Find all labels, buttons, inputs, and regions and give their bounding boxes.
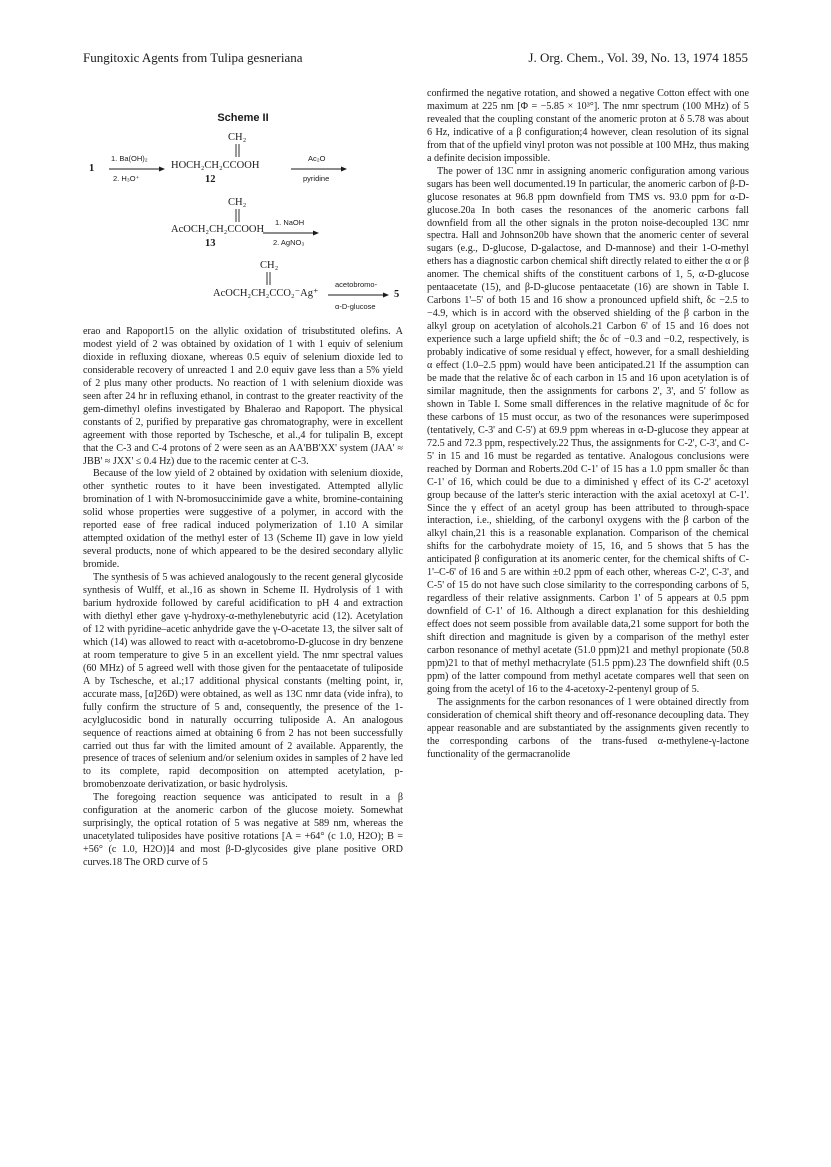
header-journal: J. Org. Chem., Vol. 39, No. 13, 1974 1855 (528, 50, 748, 65)
compound-13-label: 13 (205, 238, 216, 249)
reagent-label: Ac₂O (308, 154, 326, 163)
compound-1-label: 1 (89, 163, 95, 174)
silver-salt-formula: AcOCH₂CH₂CCO₂⁻Ag⁺ (213, 288, 319, 299)
paragraph: The assignments for the carbon resonances of 1 were obtained directly from consideration of chemical shift theory and off-resonance decoupling data. They appear reasonable and are substantiated by the assignments given recently to the corresponding carbons of the trans-fused α-methylene-γ-lactone functionality of the germacranolide (427, 696, 749, 760)
reagent-label: pyridine (303, 174, 330, 183)
scheme-ii (83, 112, 403, 322)
compound-12-label: 12 (205, 174, 216, 185)
left-column (83, 326, 403, 870)
paragraph: The power of 13C nmr in assigning anomeric configuration among various sugars has been well documented.19 In particular, the anomeric carbon of β-D-glucose resonates at 96.8 ppm downfield from TMS vs. 93.0 ppm for α-D-glucose.20a In both cases the resonances of the anomeric carbons fall downfield from all the other signals in the proton noise-decoupled 13C nmr spectra. Hall and Johnson20b have shown that the anomeric center of several sugars (e.g., D-glucose, D-galactose, and D-mannose) and their 1-O-methyl ethers has a diagnostic carbon chemical shift directly related to either the α or β anomer. The chemical shifts of the constituent carbons of 1, 5, α-D-glucose pentaacetate (15), and β-D-glucose pentaacetate (16) are shown in Table I. Carbons 1'–5' of both 15 and 16 show a pronounced upfield shift, δc −2.5 to −4.9, which is in accord with the observed shielding of the β carbon in the alkyl group on acetylation of alcohols.21 Carbon 6' of 15 and 16 does not experience such a large upfield shift; the δc of −0.3 and −0.2, respectively, is probably indicative of some residual γ effect, however, for a small deshielding α effect (1.0–2.5 ppm) would have been anticipated.21 If the assumption can be made that the relative δc of each carbon in 15 and 16 upon acetylation is of similar magnitude, then the assignments for carbons 2', 3', and 5' follow as shown in Table I. Some small differences in the relative magnitude of δc for these carbons of 15 must occur, as two of the resonances were superimposed (tentatively, C-3' and C-5') at 69.9 ppm whereas in α-D-glucose they appear at 72.5 and 72.3 ppm, respectively.22 Thus, the assignments for C-2', C-3', and C-5' in 15 and 16 must be regarded as tentative. Analogous conclusions were reached by Dorman and Roberts.20d C-1' of 15 has a 1.0 ppm smaller δc than C-1' of 16, which could be due to a diminished γ effect of its C-2' acetoxyl group because of the latter's steric interaction with the axial acetoxyl at C-1'. Since the γ effect of an acetyl group has been attributed to through-space interaction, i.e., shielding, of the carbonyl oxygens with the β carbon of the alkyl chain,21 this is a reasonable explanation. Comparison of the chemical shifts for the carbohydrate moiety of 15, 16, and 5 shows that 5 has the anticipated β configuration at its anomeric center, for the chemical shifts of C-1'–C-6' of 16 and 5 are within ±0.2 ppm of each other, whereas C-2', C-3', and C-5' of 15 do not have such close similarity to the corresponding carbons of 5, regardless of their relative assignments. Carbon 1' of 5 appears at 0.5 ppm downfield of C-1' of 16. Although a direct explanation for this deshielding effect does not seem possible from available data,21 some support for both the shift direction and magnitude is given by a comparison of the methyl ester carbon resonance of methyl acetate (51.0 ppm)21 and methyl propionate (50.8 ppm)21 to that of methyl methacrylate (51.5 ppm).23 The downfield shift (0.5 ppm) of the latter compound from methyl acetate compares well that seen on going from the acetyl of 16 to the 4-acetoxy-2-pentenyl group of 5. (427, 165, 749, 695)
right-column (427, 88, 749, 762)
compound-5-label: 5 (394, 289, 400, 300)
header-title: Fungitoxic Agents from Tulipa gesneriana (83, 50, 303, 65)
paragraph: Because of the low yield of 2 obtained by oxidation with selenium dioxide, other synthetic routes to it have been investigated. Attempted allylic bromination of 1 with N-bromosuccinimide gave a white, bromine-containing solid whose properties were suggestive of a polymer, in accord with the reported ease of free radical induced polymerization of 1.10 A similar attempted oxidation of the methyl ester of 13 (Scheme II) gave in low yield several products, none of which appeared to be the desired secondary allylic bromide. (83, 468, 403, 571)
reagent-label: 1. NaOH (275, 218, 305, 227)
scheme-title: Scheme II (217, 112, 269, 124)
paragraph: The foregoing reaction sequence was anticipated to result in a β configuration at the anomeric carbon of the glucose moiety. Somewhat surprisingly, the optical rotation of 5 was negative at 589 nm, whereas the unacetylated tuliposides have positive rotations [A = +64° (c 1.0, H2O); B = +56° (c 1.0, H2O)]4 and most β-D-glycosides give plane positive ORD curves.18 The ORD curve of 5 (83, 792, 403, 869)
reagent-label: 1. Ba(OH)₂ (111, 154, 148, 163)
paragraph: erao and Rapoport15 on the allylic oxidation of trisubstituted olefins. A modest yield of 2 was obtained by oxidation of 1 with 1 equiv of selenium dioxide in refluxing dioxane, whereas 0.5 equiv of selenium dioxide led to considerable recovery of unreacted 1 and 2.0 equiv gave less than a 5% yield of 2 plus many other products. No reaction of 1 with selenium dioxide was seen after 24 hr in refluxing ethanol, in contrast to the greater reactivity of the gem-dimethyl olefins investigated by Bhalerao and Rapoport. The physical constants of 2, purified by preparative gas chromatography, were in excellent agreement with those reported by Tschesche, et al.,4 for tulipalin B, except that the C-3 and C-4 protons of 2 were seen as an AA'BB'XX' system (JAA' ≈ JBB' ≈ JXX' ≤ 0.4 Hz) due to the racemic center at C-3. (83, 326, 403, 467)
compound-12-formula: HOCH₂CH₂CCOOH (171, 160, 260, 171)
reagent-label: α-D-glucose (335, 302, 376, 311)
running-header (83, 50, 748, 72)
paragraph: The synthesis of 5 was achieved analogously to the recent general glycoside synthesis of Wulff, et al.,16 as shown in Scheme II. Hydrolysis of 1 with barium hydroxide followed by careful acidification to pH 4 and extraction with diethyl ether gave γ-hydroxy-α-methylenebutyric acid (12). Acetylation of 12 with pyridine–acetic anhydride gave the γ-O-acetate 13, the silver salt of which (14) was allowed to react with α-acetobromo-D-glucose in dry benzene at room temperature to give 5 in an excellent yield. The nmr spectral values (60 MHz) of 5 agreed well with those given for the pentaacetate of tuliposide A by Tschesche, et al.;17 additional physical constants (melting point, ir, accurate mass, [α]26D) were obtained, as well as 13C nmr data (vide infra), to fully confirm the structure of 5 and, consequently, the presence of the 1-acylglucosidic bond in naturally occurring tuliposide A. An analogous sequence of reactions aimed at obtaining 6 from 2 has not been successfully carried out thus far with the limited amount of 2 available. Apparently, the presence of traces of selenium and/or selenium oxides in samples of 2 have led to its complete, rapid decomposition on attempted acetylation, p-bromobenzoate derivatization, or basic hydrolysis. (83, 572, 403, 791)
methylene-label: CH₂ (228, 132, 247, 143)
methylene-label: CH₂ (260, 260, 279, 271)
reagent-label: acetobromo- (335, 280, 378, 289)
paragraph: confirmed the negative rotation, and showed a negative Cotton effect with one maximum at 225 nm [Φ = −5.85 × 10³°]. The nmr spectrum (100 MHz) of 5 revealed that the coupling constant of the anomeric proton at δ 5.78 was about 6 Hz, indicative of a β configuration;4 however, clean resolution of its signal from that of the upfield vinyl proton was not possible at 100 MHz, thus making a definite decision impossible. (427, 88, 749, 164)
compound-13-formula: AcOCH₂CH₂CCOOH (171, 224, 265, 235)
reagent-label: 2. AgNO₃ (273, 238, 305, 247)
methylene-label: CH₂ (228, 197, 247, 208)
reagent-label: 2. H₃O⁺ (113, 174, 140, 183)
